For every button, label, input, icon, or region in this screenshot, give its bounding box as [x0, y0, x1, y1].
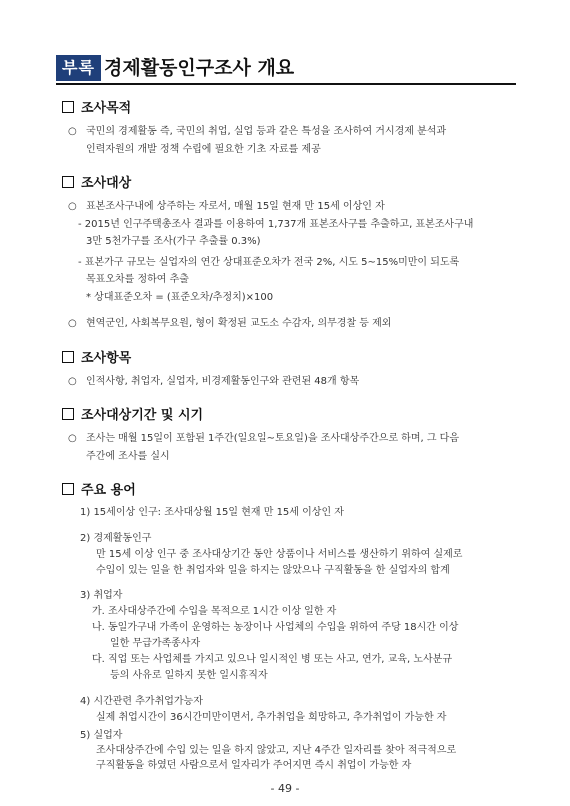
- term-2-text-b: 수입이 있는 일을 한 취업자와 일을 하지는 않았으나 구직활동을 한 실업자의 합계: [96, 565, 450, 576]
- bullet-circle-icon: ○: [68, 201, 77, 212]
- page-number: - 49 -: [270, 782, 300, 795]
- term-2-text-a: 만 15세 이상 인구 중 조사대상기간 동안 상품이나 서비스를 생산하기 위하여 실제로: [96, 549, 463, 560]
- term-5-heading: 5) 실업자: [80, 730, 123, 741]
- target-detail-1b: 3만 5천가구를 조사(가구 추출률 0.3%): [86, 236, 261, 247]
- section-period-heading: 조사대상기간 및 시기: [62, 404, 203, 423]
- term-5-text-a: 조사대상주간에 수입 있는 일을 하지 않았고, 지난 4주간 일자리를 찾아 적극적으로: [96, 745, 457, 756]
- target-detail-1a: - 2015년 인구주택총조사 결과를 이용하여 1,737개 표본조사구를 추출하고, 표본조사구내: [78, 219, 474, 230]
- term-4-heading: 4) 시간관련 추가취업가능자: [80, 696, 203, 707]
- checkbox-square-icon: [62, 101, 74, 113]
- term-3-item-c: 다. 직업 또는 사업체를 가지고 있으나 일시적인 병 또는 사고, 연가, 교육, 노사분규: [92, 654, 452, 665]
- term-5-text-b: 구직활동을 하였던 사람으로서 일자리가 주어지면 즉시 취업이 가능한 자: [96, 760, 412, 771]
- target-line-1: 표본조사구내에 상주하는 자로서, 매월 15일 현재 만 15세 이상인 자: [86, 201, 385, 212]
- period-line-1: 조사는 매월 15일이 포함된 1주간(일요일∼토요일)을 조사대상주간으로 하며, 그 다음: [86, 433, 459, 444]
- bullet-circle-icon: ○: [68, 318, 77, 329]
- appendix-badge: 부록: [56, 55, 101, 81]
- checkbox-square-icon: [62, 483, 74, 495]
- section-purpose-heading: 조사목적: [62, 97, 131, 116]
- target-detail-2a: - 표본가구 규모는 실업자의 연간 상대표준오차가 전국 2%, 시도 5∼15%미만이 되도록: [78, 257, 460, 268]
- target-line-2: 현역군인, 사회복무요원, 형이 확정된 교도소 수감자, 의무경찰 등 제외: [86, 318, 392, 329]
- checkbox-square-icon: [62, 176, 74, 188]
- target-detail-2c: * 상대표준오차 = (표준오차/추정치)×100: [86, 292, 274, 303]
- term-1: 1) 15세이상 인구: 조사대상월 15일 현재 만 15세 이상인 자: [80, 507, 344, 518]
- term-3-item-a: 가. 조사대상주간에 수입을 목적으로 1시간 이상 일한 자: [92, 606, 337, 617]
- term-3-item-c-cont: 등의 사유로 일하지 못한 일시휴직자: [110, 670, 268, 681]
- purpose-text-2: 인력자원의 개발 정책 수립에 필요한 기초 자료를 제공: [86, 144, 321, 155]
- period-line-2: 주간에 조사를 실시: [86, 451, 170, 462]
- page-title: 경제활동인구조사 개요: [104, 57, 295, 79]
- bullet-circle-icon: ○: [68, 433, 77, 444]
- term-3-item-b-cont: 일한 무급가족종사자: [110, 638, 201, 649]
- bullet-circle-icon: ○: [68, 126, 77, 137]
- bullet-circle-icon: ○: [68, 376, 77, 387]
- section-terms-heading: 주요 용어: [62, 479, 136, 498]
- purpose-text-1: 국민의 경제활동 즉, 국민의 취업, 실업 등과 같은 특성을 조사하여 거시경제 분석과: [86, 126, 447, 137]
- term-2-heading: 2) 경제활동인구: [80, 533, 152, 544]
- term-3-heading: 3) 취업자: [80, 590, 123, 601]
- checkbox-square-icon: [62, 351, 74, 363]
- term-4-text: 실제 취업시간이 36시간미만이면서, 추가취업을 희망하고, 추가취업이 가능한 자: [96, 712, 447, 723]
- title-underline: [56, 83, 516, 85]
- checkbox-square-icon: [62, 408, 74, 420]
- items-line-1: 인적사항, 취업자, 실업자, 비경제활동인구와 관련된 48개 항목: [86, 376, 360, 387]
- section-items-heading: 조사항목: [62, 347, 131, 366]
- target-detail-2b: 목표오차를 정하여 추출: [86, 274, 189, 285]
- section-target-heading: 조사대상: [62, 172, 131, 191]
- title-bar: [56, 55, 516, 83]
- term-3-item-b: 나. 동일가구내 가족이 운영하는 농장이나 사업체의 수입을 위하여 주당 18시간 이상: [92, 622, 459, 633]
